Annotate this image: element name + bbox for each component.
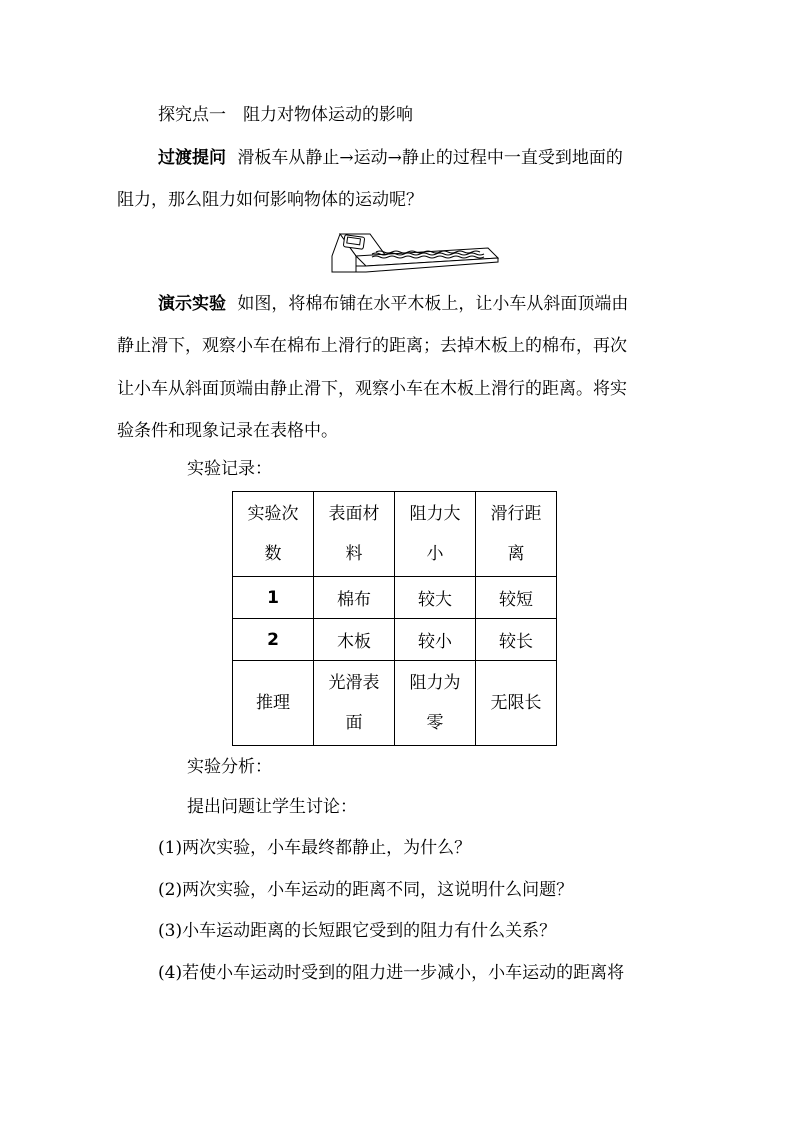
- table-cell: 较长: [476, 619, 557, 661]
- question-2: (2)两次实验，小车运动的距离不同，这说明什么问题？: [158, 880, 574, 900]
- table-row: [233, 619, 557, 661]
- table-row: [233, 661, 557, 746]
- transition-text-1: 滑板车从静止→运动→静止的过程中一直受到地面的: [237, 148, 623, 168]
- table-cell: 光滑表面: [314, 661, 395, 746]
- discussion-label: 提出问题让学生讨论：: [187, 797, 357, 817]
- transition-paragraph-line1: [158, 150, 623, 167]
- table-cell: 推理: [233, 661, 314, 746]
- section-title: 探究点一 阻力对物体运动的影响: [158, 105, 413, 125]
- table-header-cell: 实验次数: [233, 492, 314, 577]
- record-label: 实验记录：: [187, 459, 272, 479]
- incline-experiment-figure: [326, 228, 502, 278]
- demo-text-3: 让小车从斜面顶端由静止滑下，观察小车在木板上滑行的距离。将实: [117, 379, 627, 399]
- table-cell: 较短: [476, 577, 557, 619]
- experiment-record-table: [232, 491, 557, 746]
- table-cell: 木板: [314, 619, 395, 661]
- table-header-cell: 表面材料: [314, 492, 395, 577]
- table-header-cell: 阻力大小: [395, 492, 476, 577]
- table-cell: 较小: [395, 619, 476, 661]
- table-cell: 较大: [395, 577, 476, 619]
- analysis-label: 实验分析：: [187, 757, 272, 777]
- demo-text-4: 验条件和现象记录在表格中。: [117, 421, 338, 441]
- table-cell: 阻力为零: [395, 661, 476, 746]
- table-header-cell: 滑行距离: [476, 492, 557, 577]
- table-cell: 无限长: [476, 661, 557, 746]
- table-row: [233, 577, 557, 619]
- demo-label: 演示实验: [158, 294, 226, 314]
- demo-paragraph-line1: [158, 296, 628, 313]
- table-cell: 棉布: [314, 577, 395, 619]
- question-4: (4)若使小车运动时受到的阻力进一步减小，小车运动的距离将: [158, 963, 625, 983]
- table-cell: 2: [233, 619, 314, 661]
- transition-text-2: 阻力，那么阻力如何影响物体的运动呢？: [117, 190, 423, 210]
- question-3: (3)小车运动距离的长短跟它受到的阻力有什么关系？: [158, 921, 557, 941]
- question-1: (1)两次实验，小车最终都静止，为什么？: [158, 838, 472, 858]
- table-cell: 1: [233, 577, 314, 619]
- demo-text-1: 如图，将棉布铺在水平木板上，让小车从斜面顶端由: [237, 294, 629, 314]
- demo-text-2: 静止滑下，观察小车在棉布上滑行的距离；去掉木板上的棉布，再次: [117, 336, 627, 356]
- table-header-row: [233, 492, 557, 577]
- transition-label: 过渡提问: [158, 148, 226, 168]
